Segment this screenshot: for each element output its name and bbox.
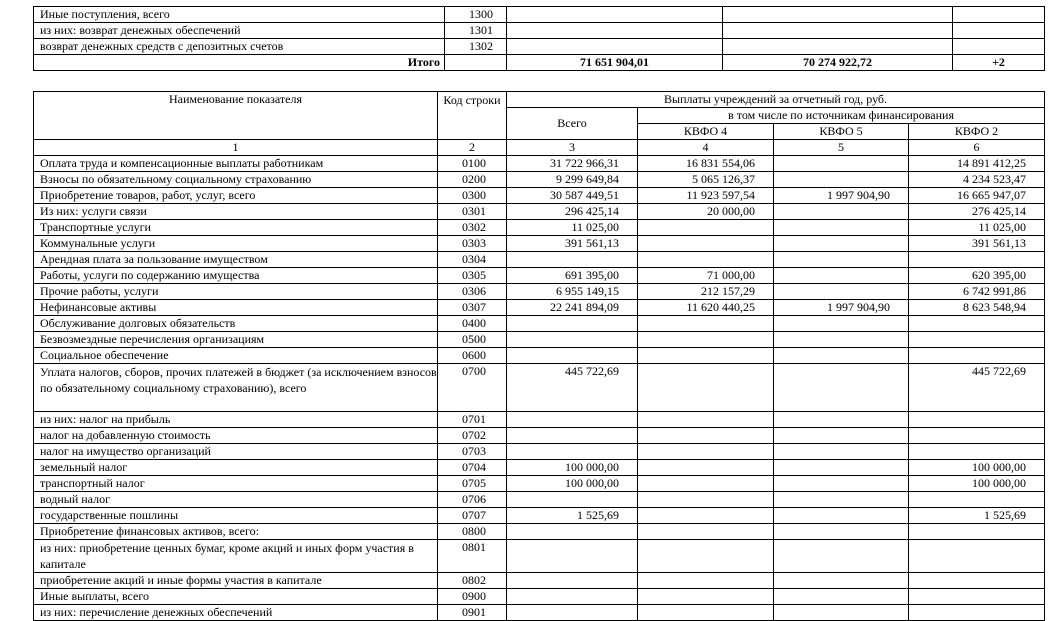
- table-row: [34, 332, 1045, 348]
- row-total: [507, 492, 638, 508]
- table-row: [34, 236, 1045, 252]
- row-kvfo2: 100 000,00: [909, 476, 1045, 492]
- table-row: [34, 188, 1045, 204]
- table-row: [34, 348, 1045, 364]
- row-kvfo5: [774, 460, 909, 476]
- row-code: 0700: [438, 364, 507, 412]
- row-kvfo4: [638, 412, 774, 428]
- row-name: налог на имущество организаций: [34, 444, 438, 460]
- total-value-2: 70 274 922,72: [723, 55, 953, 71]
- row-name: водный налог: [34, 492, 438, 508]
- row-kvfo5: [774, 589, 909, 605]
- row-kvfo4: [638, 252, 774, 268]
- col-number-3: 3: [507, 140, 638, 156]
- row-total: 22 241 894,09: [507, 300, 638, 316]
- row-kvfo2: 6 742 991,86: [909, 284, 1045, 300]
- row-name: приобретение акций и иные формы участия в капитале: [34, 573, 438, 589]
- row-kvfo5: 1 997 904,90: [774, 300, 909, 316]
- row-kvfo2: 16 665 947,07: [909, 188, 1045, 204]
- row-code: 0704: [438, 460, 507, 476]
- row-kvfo5: [774, 364, 909, 412]
- row-total: 296 425,14: [507, 204, 638, 220]
- table-row: [34, 220, 1045, 236]
- total-row: [34, 55, 1045, 71]
- header-kvfo5: КВФО 5: [774, 124, 909, 140]
- row-kvfo5: [774, 476, 909, 492]
- row-kvfo2: 391 561,13: [909, 236, 1045, 252]
- row-name: из них: налог на прибыль: [34, 412, 438, 428]
- row-kvfo2: [909, 332, 1045, 348]
- row-code: 0901: [438, 605, 507, 621]
- row-name: Арендная плата за пользование имуществом: [34, 252, 438, 268]
- row-kvfo4: [638, 220, 774, 236]
- row-name: государственные пошлины: [34, 508, 438, 524]
- row-total: [507, 589, 638, 605]
- row-total: [507, 348, 638, 364]
- row-kvfo5: [774, 220, 909, 236]
- row-kvfo4: 5 065 126,37: [638, 172, 774, 188]
- row-name: Из них: услуги связи: [34, 204, 438, 220]
- row-total: [507, 252, 638, 268]
- row-value: [953, 39, 1045, 55]
- row-value: [953, 7, 1045, 23]
- row-value: [723, 7, 953, 23]
- row-kvfo2: 620 395,00: [909, 268, 1045, 284]
- row-code: 0300: [438, 188, 507, 204]
- row-kvfo4: 11 923 597,54: [638, 188, 774, 204]
- row-kvfo5: [774, 348, 909, 364]
- row-kvfo4: [638, 476, 774, 492]
- row-name: Уплата налогов, сборов, прочих платежей в бюджет (за исключением взносов по обязательному социальному страхованию), всего: [34, 364, 438, 412]
- row-name: из них: возврат денежных обеспечений: [34, 23, 445, 39]
- payments-table: [33, 91, 1045, 621]
- table-row: [34, 23, 1045, 39]
- row-kvfo2: 11 025,00: [909, 220, 1045, 236]
- row-total: 11 025,00: [507, 220, 638, 236]
- row-code: 0801: [438, 540, 507, 573]
- row-kvfo2: [909, 524, 1045, 540]
- row-kvfo5: 1 997 904,90: [774, 188, 909, 204]
- table-row: [34, 39, 1045, 55]
- row-code: 0702: [438, 428, 507, 444]
- row-kvfo4: [638, 460, 774, 476]
- row-kvfo5: [774, 444, 909, 460]
- row-total: [507, 540, 638, 573]
- row-kvfo4: [638, 492, 774, 508]
- table-row: [34, 284, 1045, 300]
- row-name: Приобретение товаров, работ, услуг, всего: [34, 188, 438, 204]
- table-row: [34, 492, 1045, 508]
- row-code: 0303: [438, 236, 507, 252]
- row-kvfo5: [774, 252, 909, 268]
- table-row: [34, 7, 1045, 23]
- row-kvfo4: [638, 589, 774, 605]
- row-name: Оплата труда и компенсационные выплаты работникам: [34, 156, 438, 172]
- row-total: 445 722,69: [507, 364, 638, 412]
- row-code: 0705: [438, 476, 507, 492]
- row-total: 9 299 649,84: [507, 172, 638, 188]
- row-code: 0302: [438, 220, 507, 236]
- row-kvfo5: [774, 172, 909, 188]
- table-row: [34, 412, 1045, 428]
- row-kvfo4: [638, 573, 774, 589]
- row-kvfo4: [638, 524, 774, 540]
- row-total: 1 525,69: [507, 508, 638, 524]
- row-kvfo5: [774, 268, 909, 284]
- row-code: 0701: [438, 412, 507, 428]
- row-kvfo2: [909, 316, 1045, 332]
- row-kvfo4: 16 831 554,06: [638, 156, 774, 172]
- row-kvfo4: 71 000,00: [638, 268, 774, 284]
- row-kvfo4: 212 157,29: [638, 284, 774, 300]
- row-kvfo4: [638, 348, 774, 364]
- row-kvfo2: [909, 348, 1045, 364]
- row-code: 0307: [438, 300, 507, 316]
- row-kvfo2: 100 000,00: [909, 460, 1045, 476]
- row-kvfo2: [909, 428, 1045, 444]
- row-value: [507, 7, 723, 23]
- row-kvfo5: [774, 236, 909, 252]
- total-value-3: +2: [953, 55, 1045, 71]
- row-kvfo2: [909, 492, 1045, 508]
- row-name: из них: приобретение ценных бумаг, кроме акций и иных форм участия в капитале: [34, 540, 438, 573]
- row-code: 0100: [438, 156, 507, 172]
- row-name: транспортный налог: [34, 476, 438, 492]
- row-kvfo5: [774, 605, 909, 621]
- row-code: 0707: [438, 508, 507, 524]
- row-kvfo5: [774, 316, 909, 332]
- row-kvfo2: 8 623 548,94: [909, 300, 1045, 316]
- table-row: [34, 156, 1045, 172]
- row-value: [507, 23, 723, 39]
- row-kvfo5: [774, 428, 909, 444]
- row-kvfo5: [774, 573, 909, 589]
- row-code: 1302: [445, 39, 507, 55]
- row-name: из них: перечисление денежных обеспечений: [34, 605, 438, 621]
- total-label: Итого: [34, 55, 445, 71]
- row-code: 0800: [438, 524, 507, 540]
- row-total: 6 955 149,15: [507, 284, 638, 300]
- row-total: 691 395,00: [507, 268, 638, 284]
- row-kvfo5: [774, 412, 909, 428]
- header-payments: Выплаты учреждений за отчетный год, руб.: [507, 92, 1045, 108]
- row-kvfo2: [909, 444, 1045, 460]
- row-name: Приобретение финансовых активов, всего:: [34, 524, 438, 540]
- row-code: 0706: [438, 492, 507, 508]
- row-code: 0802: [438, 573, 507, 589]
- table-row: [34, 524, 1045, 540]
- row-code: 0500: [438, 332, 507, 348]
- col-number-5: 5: [774, 140, 909, 156]
- row-name: земельный налог: [34, 460, 438, 476]
- row-kvfo5: [774, 540, 909, 573]
- row-name: возврат денежных средств с депозитных счетов: [34, 39, 445, 55]
- row-name: Коммунальные услуги: [34, 236, 438, 252]
- row-kvfo5: [774, 284, 909, 300]
- row-code: 1301: [445, 23, 507, 39]
- row-name: Нефинансовые активы: [34, 300, 438, 316]
- row-kvfo2: [909, 540, 1045, 573]
- row-kvfo2: [909, 573, 1045, 589]
- row-kvfo4: [638, 332, 774, 348]
- row-total: [507, 524, 638, 540]
- row-kvfo2: [909, 412, 1045, 428]
- row-name: Социальное обеспечение: [34, 348, 438, 364]
- header-code: Код строки: [438, 92, 507, 140]
- table-row: [34, 316, 1045, 332]
- col-number-1: 1: [34, 140, 438, 156]
- row-kvfo5: [774, 508, 909, 524]
- table-row: [34, 300, 1045, 316]
- table-row: [34, 268, 1045, 284]
- row-kvfo2: 14 891 412,25: [909, 156, 1045, 172]
- row-value: [723, 39, 953, 55]
- table-row: [34, 428, 1045, 444]
- row-total: [507, 412, 638, 428]
- table-row: [34, 476, 1045, 492]
- row-total: 100 000,00: [507, 476, 638, 492]
- row-value: [507, 39, 723, 55]
- row-name: Обслуживание долговых обязательств: [34, 316, 438, 332]
- table-row: [34, 460, 1045, 476]
- col-number-6: 6: [909, 140, 1045, 156]
- row-name: Иные поступления, всего: [34, 7, 445, 23]
- row-kvfo4: [638, 316, 774, 332]
- row-name: Работы, услуги по содержанию имущества: [34, 268, 438, 284]
- row-code: 0305: [438, 268, 507, 284]
- row-kvfo4: [638, 236, 774, 252]
- header-kvfo2: КВФО 2: [909, 124, 1045, 140]
- row-kvfo2: 276 425,14: [909, 204, 1045, 220]
- row-kvfo2: [909, 605, 1045, 621]
- receipts-table: [33, 6, 1045, 71]
- table-row: [34, 204, 1045, 220]
- row-kvfo5: [774, 204, 909, 220]
- total-code: [445, 55, 507, 71]
- row-total: [507, 316, 638, 332]
- row-kvfo2: [909, 252, 1045, 268]
- row-code: 0900: [438, 589, 507, 605]
- row-code: 0301: [438, 204, 507, 220]
- row-code: 0703: [438, 444, 507, 460]
- row-total: [507, 605, 638, 621]
- row-total: [507, 573, 638, 589]
- row-kvfo5: [774, 332, 909, 348]
- row-kvfo2: 1 525,69: [909, 508, 1045, 524]
- header-total: Всего: [507, 108, 638, 140]
- row-total: [507, 428, 638, 444]
- table-row: [34, 444, 1045, 460]
- row-kvfo4: [638, 364, 774, 412]
- col-number-2: 2: [438, 140, 507, 156]
- row-name: Взносы по обязательному социальному страхованию: [34, 172, 438, 188]
- row-total: 31 722 966,31: [507, 156, 638, 172]
- row-kvfo4: 20 000,00: [638, 204, 774, 220]
- row-name: Безвозмездные перечисления организациям: [34, 332, 438, 348]
- table-row: [34, 589, 1045, 605]
- row-name: налог на добавленную стоимость: [34, 428, 438, 444]
- row-code: 0306: [438, 284, 507, 300]
- row-kvfo5: [774, 492, 909, 508]
- row-total: 100 000,00: [507, 460, 638, 476]
- col-number-4: 4: [638, 140, 774, 156]
- row-name: Иные выплаты, всего: [34, 589, 438, 605]
- table-row: [34, 605, 1045, 621]
- row-total: [507, 444, 638, 460]
- row-name: Транспортные услуги: [34, 220, 438, 236]
- table-row: [34, 508, 1045, 524]
- row-kvfo4: [638, 605, 774, 621]
- header-kvfo4: КВФО 4: [638, 124, 774, 140]
- header-name: Наименование показателя: [34, 92, 438, 140]
- total-value-1: 71 651 904,01: [507, 55, 723, 71]
- row-value: [953, 23, 1045, 39]
- row-kvfo2: 4 234 523,47: [909, 172, 1045, 188]
- row-kvfo2: [909, 589, 1045, 605]
- row-code: 0400: [438, 316, 507, 332]
- table-row: [34, 252, 1045, 268]
- row-code: 0200: [438, 172, 507, 188]
- row-kvfo5: [774, 524, 909, 540]
- row-total: 30 587 449,51: [507, 188, 638, 204]
- row-kvfo4: [638, 428, 774, 444]
- table-row: [34, 172, 1045, 188]
- row-total: 391 561,13: [507, 236, 638, 252]
- row-kvfo5: [774, 156, 909, 172]
- row-code: 0600: [438, 348, 507, 364]
- row-kvfo4: [638, 540, 774, 573]
- row-code: 0304: [438, 252, 507, 268]
- row-kvfo4: 11 620 440,25: [638, 300, 774, 316]
- table-row: [34, 540, 1045, 573]
- row-code: 1300: [445, 7, 507, 23]
- row-kvfo2: 445 722,69: [909, 364, 1045, 412]
- row-kvfo4: [638, 444, 774, 460]
- header-sources: в том числе по источникам финансирования: [638, 108, 1045, 124]
- row-name: Прочие работы, услуги: [34, 284, 438, 300]
- row-total: [507, 332, 638, 348]
- row-value: [723, 23, 953, 39]
- table-row: [34, 573, 1045, 589]
- table-row: [34, 364, 1045, 412]
- row-kvfo4: [638, 508, 774, 524]
